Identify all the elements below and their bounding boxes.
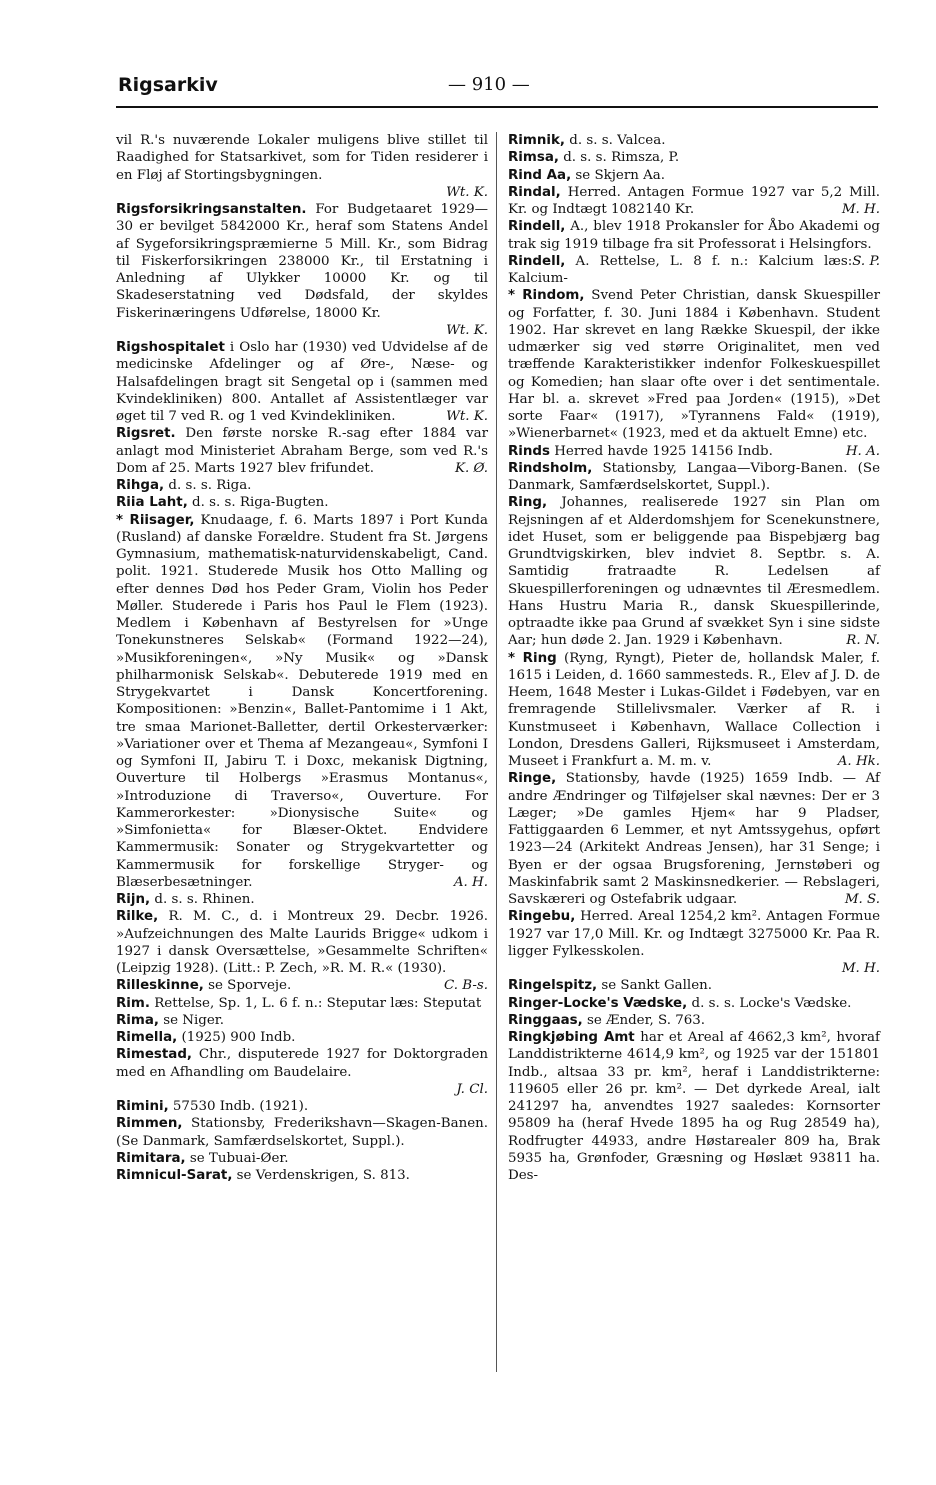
entry-text: i Oslo har (1930) ved Udvidelse af de medicinske Afdelinger og af Øre-, Næse- og Halsafdelingen bragt sit Sengetal op i (sammen med Kvindekliniken) 800. Antallet af Assistentlæger var øget til 7 ved R. og 1 ved Kvindekliniken. [116, 340, 488, 424]
entry-text: d. s. s. Locke's Vædske. [687, 995, 852, 1011]
entry [116, 425, 488, 477]
entry-text: Herred. Antagen Formue 1927 var 5,2 Mill. Kr. og Indtægt 1082140 Kr. [508, 184, 880, 217]
running-title: Rigsarkiv [118, 74, 218, 96]
entry-headword: Rimestad, [116, 1047, 193, 1063]
entry-signature: M. H. [841, 961, 880, 976]
entry-headword: Rinds [508, 443, 550, 459]
entry-signature: J. Cl. [456, 1081, 488, 1097]
entry-headword: Rigsforsikringsanstalten. [116, 202, 307, 217]
entry-text: Herred havde 1925 14156 Indb. [550, 443, 773, 459]
entry-text: Rettelse, Sp. 1, L. 6 f. n.: Steputar læs: Steputat [149, 995, 482, 1011]
entry-text: Stationsby, havde (1925) 1659 Indb. — Af andre Ændringer og Tilføjelser skal nævnes: Der er 3 Læger; »De gamles Hjem« har 9 Pladser, Fattiggaarden 6 Lemmer, et nyt Amtssygehus, opført 1923—24 (Arkitekt Andreas Jensen), har 31 Senge; i Byen er der ogsaa Brugsforening, Jernstøberi og Maskinfabrik samt 2 Maskinsnedkerier. — Rebslageri, Savskæreri og Ostefabrik udgaar. [508, 771, 880, 907]
entry [508, 149, 880, 166]
entry [508, 494, 880, 649]
entry-headword: Rigshospitalet [116, 340, 225, 355]
entry [508, 1012, 880, 1029]
entry [116, 1098, 488, 1115]
entry-headword: Rijn, [116, 892, 151, 907]
entry-headword: Rigsret. [116, 426, 176, 442]
entry [116, 891, 488, 908]
entry-signature: S. P. [852, 253, 880, 269]
entry-text: se Niger. [158, 1012, 224, 1028]
entry-signature: Wt. K. [446, 322, 488, 338]
right-column [508, 132, 880, 1184]
entry-headword: Rima, [116, 1012, 159, 1028]
left-column [116, 132, 488, 1184]
entry-signature: Wt. K. [446, 409, 488, 424]
entry-text: d. s. s. Riga-Bugten. [187, 495, 329, 511]
page-number: — 910 — [448, 74, 530, 95]
entry-text: d. s. s. Riga. [164, 478, 252, 493]
entry-text: d. s. s. Rhinen. [150, 892, 255, 907]
entry-headword: Ringelspitz, [508, 978, 598, 994]
entry [116, 512, 488, 892]
entry-headword: Rilke, [116, 909, 159, 925]
entry-headword: * Rindom, [508, 288, 585, 304]
entry-text: Stationsby, Frederikshavn—Skagen-Banen. (Se Danmark, Samfærdselskortet, Suppl.). [116, 1116, 488, 1149]
entry-signature: Wt. K. [446, 184, 488, 200]
entry [116, 1115, 488, 1150]
entry-signature: M. S. [844, 892, 880, 907]
entry [508, 1029, 880, 1184]
entry-headword: Ringer-Locke's Vædske, [508, 995, 688, 1011]
header-rule [116, 106, 878, 108]
entry-headword: Rimnicul-Sarat, [116, 1168, 233, 1183]
entry-text: se Tubuai-Øer. [185, 1150, 289, 1166]
entry-headword: * Riisager, [116, 512, 195, 528]
entry-signature: A. H. [453, 874, 488, 890]
entry-text: Svend Peter Christian, dansk Skuespiller og Forfatter, f. 30. Juni 1884 i København. Student 1902. Har skrevet en lang Række Skuespil, der ikke udmærker sig ved større Originalitet, men ved træffende Karakteristikker indenfor Folkeskuespillet og Komedien; han slaar ofte over i det sentimentale. Har bl. a. skrevet »Fred paa Jorden« (1915), »Det sorte Faar« (1917), »Tyrannens Fald« (1919), »Wienerbarnet« (1923, med et da aktuelt Emne) etc. [508, 288, 880, 442]
entry [116, 1029, 488, 1046]
entry [116, 977, 488, 994]
entry [116, 995, 488, 1012]
entry-headword: Riia Laht, [116, 495, 188, 511]
entry-text: se Sankt Gallen. [597, 978, 713, 994]
entry [508, 184, 880, 219]
entry-text: Stationsby, Langaa—Viborg-Banen. (Se Danmark, Samfærdselskortet, Suppl.). [508, 460, 880, 493]
entry-signature: A. Hk. [837, 754, 880, 769]
column-divider [496, 132, 497, 1372]
entry-headword: Rindal, [508, 184, 561, 200]
entry-text: For Budgetaaret 1929—30 er bevilget 5842000 Kr., heraf som Statens Andel af Sygeforsikringspræmierne 5 Mill. Kr., som Bidrag til Fiskerforsikringen 238000 Kr., til Erstatning i Anledning af Ulykker 10000 Kr. og til Skadeserstatning ved Dødsfald, der skyldes Fiskerinæringens Udførelse, 18000 Kr. [116, 202, 488, 321]
entry [116, 494, 488, 511]
entry-headword: Rimmen, [116, 1116, 183, 1132]
entry-headword: Rindsholm, [508, 460, 593, 476]
entry-signature: R. N. [846, 633, 880, 649]
entry-headword: Rimini, [116, 1099, 169, 1114]
entry-headword: * Ring [508, 650, 557, 666]
entry [508, 253, 880, 288]
entry-text: (1925) 900 Indb. [177, 1030, 296, 1045]
entry [116, 1150, 488, 1167]
entry [116, 1012, 488, 1029]
entry-text: A., blev 1918 Prokansler for Åbo Akademi og trak sig 1919 tilbage fra sit Professorat i Helsingfors. [508, 219, 880, 252]
entry-headword: Rimitara, [116, 1150, 186, 1166]
entry [508, 167, 880, 184]
entry-headword: Rim. [116, 995, 150, 1011]
entry [508, 650, 880, 771]
entry-signature: K. Ø. [455, 460, 488, 476]
entry-text: se Ænder, S. 763. [582, 1012, 706, 1028]
entry-text: R. M. C., d. i Montreux 29. Decbr. 1926. »Aufzeichnungen des Malte Laurids Brigge« udkom i 1927 i dansk Oversættelse, »Gesammelte Schriften« (Leipzig 1928). (Litt.: P. Zech, »R. M. R.« (1930). [116, 909, 488, 976]
entry-text: d. s. s. Valcea. [564, 133, 666, 148]
entry [508, 908, 880, 960]
entry-headword: Ringebu, [508, 909, 576, 925]
entry-headword: Rimnik, [508, 133, 565, 148]
entry-headword: Rind Aa, [508, 167, 572, 183]
entry-text: Herred. Areal 1254,2 km². Antagen Formue 1927 var 17,0 Mill. Kr. og Indtægt 3275000 Kr. Paa R. ligger Fylkesskolen. [508, 909, 880, 959]
entry [116, 201, 488, 322]
entry-signature: H. A. [845, 443, 880, 459]
entry-headword: Rindell, [508, 253, 566, 269]
entry-text: Knudaage, f. 6. Marts 1897 i Port Kunda (Rusland) af danske Forældre. Student fra St. Jørgens Gymnasium, mathematisk-naturvidenskabeligt, Cand. polit. 1921. Studerede Musik hos Otto Malling og efter dennes Død hos Peder Gram, Violin hos Peder Møller. Studerede i Paris hos Paul le Flem (1923). Medlem i København af Bestyrelsen for »Unge Tonekunstneres Selskab« (Formand 1922—24), »Musikforeningen«, »Ny Musik« og »Dansk philharmonisk Selskab«. Debuterede 1919 med en Strygekvartet i Dansk Koncertforening. Kompositionen: »Benzin«, Ballet-Pantomime i 1 Akt, tre smaa Marionet-Balletter, dertil Orkesterværker: »Variationer over et Thema af Mezangeau«, Symfoni I og Symfoni II, Jabiru T. i Doxc, mekanisk Digtning, Ouverture til Holbergs »Erasmus Montanus«, »Introduzione di Traverso«, Ouverture. For Kammerorkester: »Dionysische Suite« og »Simfonietta« for Blæser-Oktet. Endvidere Kammermusik: Sonater og Strygekvartetter og Kammermusik for forskellige Stryger- og Blæserbesætninger. [116, 512, 488, 890]
entry [508, 132, 880, 149]
entry [116, 132, 488, 184]
entry [116, 1046, 488, 1081]
entry [508, 977, 880, 994]
entry-headword: Ring, [508, 495, 548, 511]
entry [116, 339, 488, 425]
entry [508, 443, 880, 460]
entry-text: se Sporveje. [203, 978, 292, 994]
entry-signature: M. H. [841, 202, 880, 217]
entry [508, 995, 880, 1012]
entry-headword: Rilleskinne, [116, 978, 204, 994]
entry-signature: C. B-s. [443, 978, 488, 994]
entry-text: Chr., disputerede 1927 for Doktorgraden med en Afhandling om Baudelaire. [116, 1047, 488, 1080]
entry-text: A. Rettelse, L. 8 f. n.: Kalcium læs: Kalcium- [508, 253, 853, 286]
entry [116, 1167, 488, 1184]
entry-text: 57530 Indb. (1921). [168, 1099, 309, 1114]
entry-headword: Rindell, [508, 219, 566, 235]
entry [116, 477, 488, 494]
entry-text: Den første norske R.-sag efter 1884 var anlagt mod Ministeriet Abraham Berge, som ved R.'s Dom af 25. Marts 1927 blev frifundet. [116, 426, 488, 476]
entry-headword: Rimella, [116, 1030, 178, 1045]
entry-text: d. s. s. Rimsza, P. [558, 150, 680, 166]
entry-headword: Rihga, [116, 478, 165, 493]
entry-text: vil R.'s nuværende Lokaler muligens blive stillet til Raadighed for Statsarkivet, som for Tiden residerer i en Fløj af Stortingsbygningen. [116, 133, 488, 183]
entry [508, 460, 880, 495]
entry-text: (Ryng, Ryngt), Pieter de, hollandsk Maler, f. 1615 i Leiden, d. 1660 sammesteds. R., Elev af J. D. de Heem, 1648 Mester i Lukas-Gildet i Fødebyen, var en fremragende Stillelivsmaler. Værker af R. i Kunstmuseet i København, Wallace Collection i London, Dresdens Galleri, Rijksmuseet i Amsterdam, Museet i Frankfurt a. M. m. v. [508, 650, 880, 769]
entry-text: se Verdenskrigen, S. 813. [232, 1168, 410, 1183]
entry [508, 218, 880, 269]
entry-headword: Ringgaas, [508, 1012, 583, 1028]
entry-text: har et Areal af 4662,3 km², hvoraf Landdistrikterne 4614,9 km², og 1925 var der 151801 Indb., altsaa 33 pr. km², heraf i Landdistrikterne: 119605 eller 26 pr. km². — Det dyrkede Areal, ialt 241297 ha, anvendtes 1927 saaledes: Kornsorter 95809 ha (heraf Hvede 1895 ha og Rug 28549 ha), Rodfrugter 44933, andre Høstarealer 809 ha, Brak 5935 ha, Grønfoder, Græsning og Høslæt 93811 ha. Des- [508, 1030, 881, 1183]
entry-text: se Skjern Aa. [571, 167, 666, 183]
entry-headword: Ringkjøbing Amt [508, 1030, 635, 1045]
entry-headword: Rimsa, [508, 150, 559, 166]
entry-text: Johannes, realiserede 1927 sin Plan om Rejsningen af et Alderdomshjem for Scenekunstnere, idet Huset, som er beliggende paa Bispebjærg bag Grundtvigskirken, blev indviet 8. Septbr. s. A. Samtidig fratraadte R. Ledelsen af Skuespillerforeningen og udnævntes til Æresmedlem. Hans Hustru Maria R., dansk Skuespillerinde, optraadte ikke paa Grund af svækket Syn i sine sidste Aar; hun døde 2. Jan. 1929 i København. [508, 495, 880, 649]
entry-headword: Ringe, [508, 771, 557, 787]
entry [508, 770, 880, 908]
page-header [118, 74, 818, 104]
